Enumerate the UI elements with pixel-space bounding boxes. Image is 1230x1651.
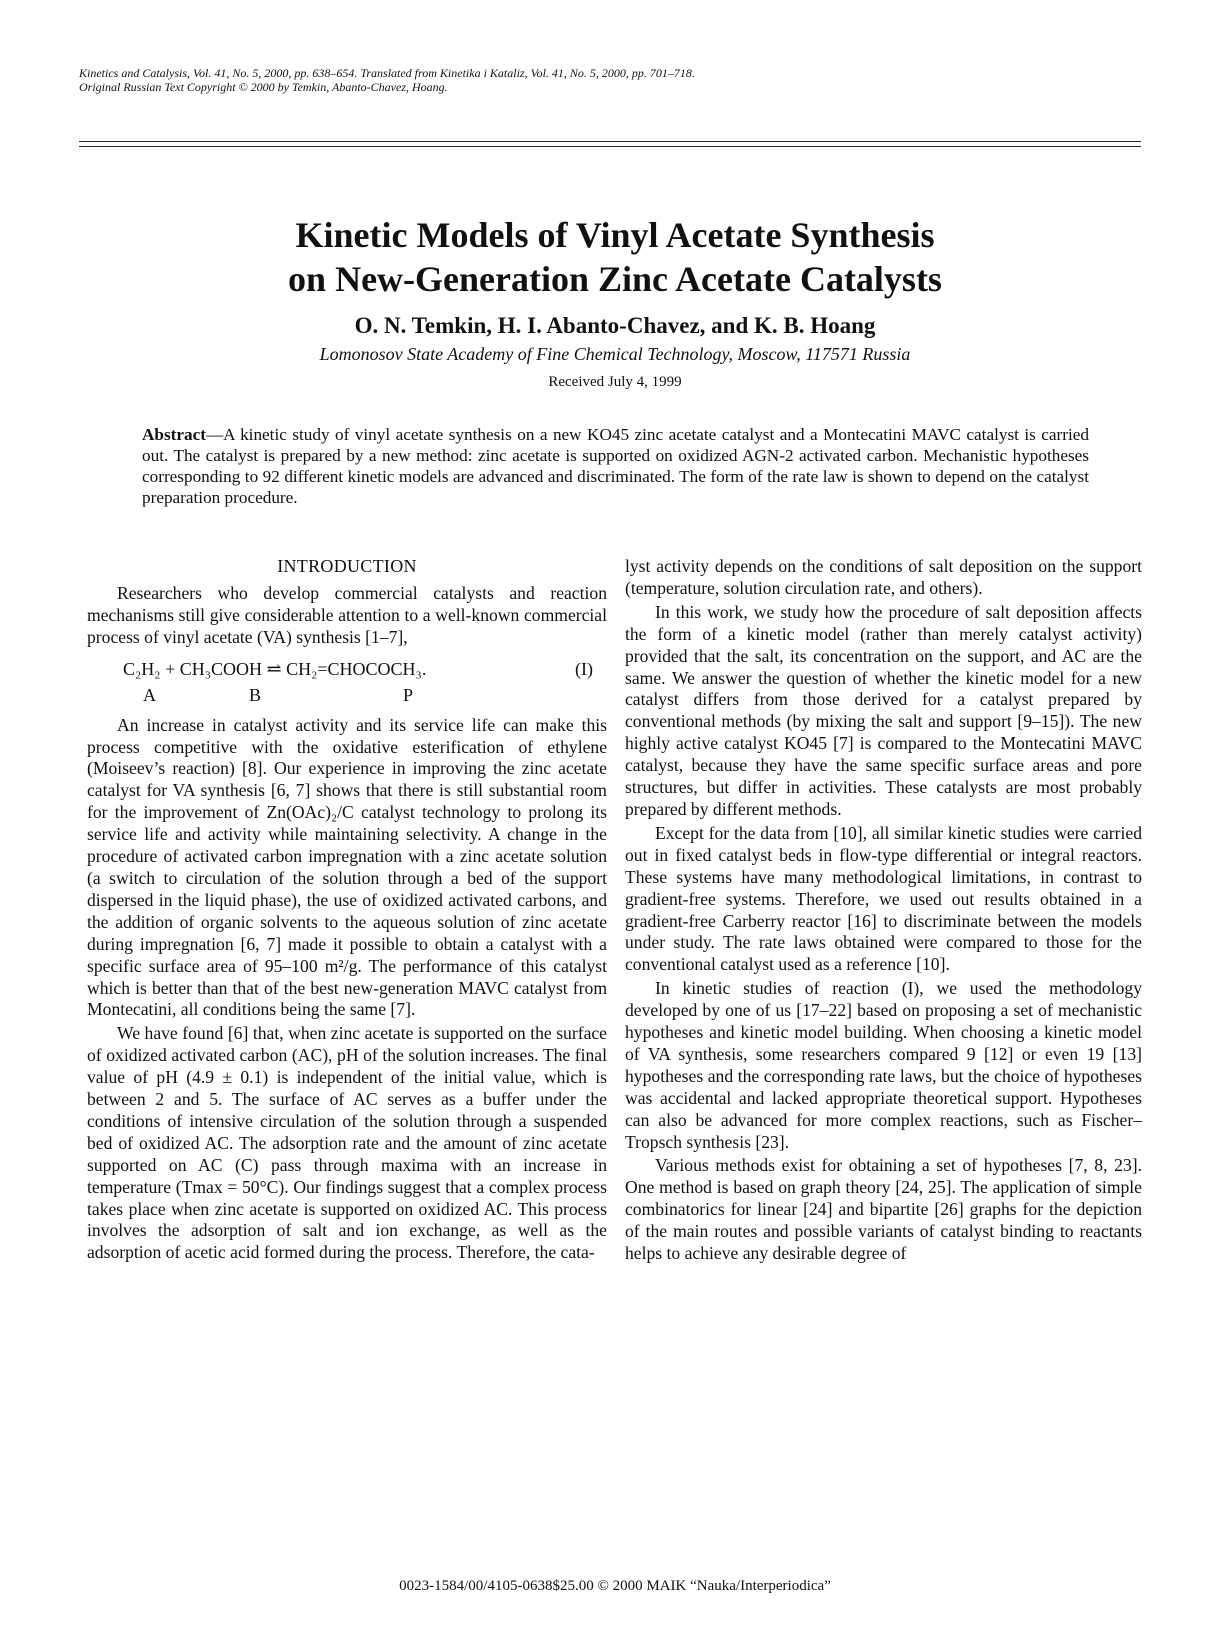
journal-citation: Kinetics and Catalysis, Vol. 41, No. 5, 2000, pp. 638–654. Translated from Kinetika i Kataliz, Vol. 41, No. 5, 2000, pp. 701–718.: [79, 66, 695, 80]
equation-label-a: A: [143, 684, 156, 705]
equation-reactant-b: CH₃COOH: [179, 658, 263, 679]
right-paragraph-4: In kinetic studies of reaction (I), we used the methodology developed by one of us [17–22] based on proposing a set of mechanistic hypotheses and kinetic model building. When choosing a kinetic model of VA synthesis, some researchers compared 9 [12] or even 19 [13] hypotheses and the corresponding rate laws, but the choice of hypotheses was accidental and lacked appropriate theoretical support. Hypotheses can also be advanced for more complex reactions, such as Fischer–Tropsch synthesis [23].: [625, 978, 1142, 1152]
equation-number: (I): [575, 658, 593, 679]
received-date: Received July 4, 1999: [548, 374, 682, 390]
header-rule-bottom: [79, 146, 1141, 147]
left-paragraph-3: We have found [6] that, when zinc acetate is supported on the surface of oxidized activated carbon (AC), pH of the solution increases. The final value of pH (4.9 ± 0.1) is independent of the initial value, which is between 2 and 5. The surface of AC serves as a buffer under the conditions of intensive circulation of the solution through a suspended bed of oxidized AC. The adsorption rate and the amount of zinc acetate supported on AC (C) pass through maxima with an increase in temperature (Tmax = 50°C). Our findings suggest that a complex process takes place when zinc acetate is supported on oxidized AC. This process involves the adsorption of salt and ion exchange, as well as the adsorption of acetic acid formed during the process. Therefore, the cata-: [87, 1023, 607, 1263]
affiliation: Lomonosov State Academy of Fine Chemical Technology, Moscow, 117571 Russia: [319, 344, 911, 364]
equation-label-b: B: [249, 684, 262, 705]
equation-label-p: P: [403, 684, 414, 705]
equation-labels: [87, 685, 607, 707]
right-paragraph-1: lyst activity depends on the conditions of salt deposition on the support (temperature, solution circulation rate, and others).: [625, 556, 1142, 598]
header-rule-top: [79, 141, 1141, 142]
reaction-equation: [87, 659, 607, 709]
title-line-1: Kinetic Models of Vinyl Acetate Synthesis: [295, 215, 935, 255]
left-column: [87, 556, 607, 1264]
copyright-line: Original Russian Text Copyright © 2000 by Temkin, Abanto-Chavez, Hoang.: [79, 80, 448, 94]
equation-formula: [123, 659, 426, 681]
abstract: [142, 424, 1089, 508]
equation-plus: +: [165, 658, 176, 679]
paper-title: [0, 213, 1230, 301]
right-paragraph-3: Except for the data from [10], all similar kinetic studies were carried out in fixed catalyst beds in flow-type differential or integral reactors. These systems have many methodological limitations, in contrast to gradient-free systems. Therefore, we used out results obtained in a gradient-free Carberry reactor [16] to discriminate between the models under study. The rate laws obtained were compared to those for the conventional catalyst used as a reference [10].: [625, 822, 1142, 975]
section-heading: INTRODUCTION: [277, 556, 417, 576]
journal-header: [79, 66, 979, 94]
title-line-2: on New-Generation Zinc Acetate Catalysts: [288, 259, 942, 299]
author-list: O. N. Temkin, H. I. Abanto-Chavez, and K. B. Hoang: [354, 313, 876, 338]
right-column: [625, 556, 1142, 1265]
page-footer: 0023-1584/00/4105-0638$25.00 © 2000 MAIK “Nauka/Interperiodica”: [399, 1578, 831, 1594]
abstract-label: Abstract: [142, 425, 206, 444]
equilibrium-arrow-icon: ⥨: [266, 658, 282, 679]
right-paragraph-2: In this work, we study how the procedure of salt deposition affects the form of a kinetic model (rather than merely catalyst activity) provided that the salt, its concentration on the support, and AC are the same. We answer the question of whether the kinetic model for a new catalyst differs from those derived for a catalyst prepared by conventional methods (by mixing the salt and support [9–15]). The new highly active catalyst KO45 [7] is compared to the Montecatini MAVC catalyst, because they have the same specific surface areas and pore structures, but differ in activities. These catalysts are most probably prepared by different methods.: [625, 601, 1142, 819]
left-paragraph-1: Researchers who develop commercial catalysts and reaction mechanisms still give considerable attention to a well-known commercial process of vinyl acetate (VA) synthesis [1–7],: [87, 582, 607, 647]
left-paragraph-2: An increase in catalyst activity and its service life can make this process competitive with the oxidative esterification of ethylene (Moiseev’s reaction) [8]. Our experience in improving the zinc acetate catalyst for VA synthesis [6, 7] shows that there is still substantial room for the improvement of Zn(OAc)₂/C catalyst technology to prolong its service life and activity while maintaining selectivity. A change in the procedure of activated carbon impregnation with a zinc acetate solution (a switch to circulation of the solution through a bed of the support dispersed in the liquid phase), the use of oxidized activated carbons, and the addition of organic solvents to the aqueous solution of zinc acetate during impregnation [6, 7] made it possible to obtain a catalyst with a specific surface area of 95–100 m²/g. The performance of this catalyst which is better than that of the best new-generation MAVC catalyst from Montecatini, all conditions being the same [7].: [87, 714, 607, 1020]
equation-product: CH₂=CHOCOCH₃.: [286, 658, 427, 679]
abstract-text: —A kinetic study of vinyl acetate synthesis on a new KO45 zinc acetate catalyst and a Montecatini MAVC catalyst is carried out. The catalyst is prepared by a new method: zinc acetate is supported on oxidized AGN-2 activated carbon. Mechanistic hypotheses corresponding to 92 different kinetic models are advanced and discriminated. The form of the rate law is shown to depend on the catalyst preparation procedure.: [142, 425, 1089, 507]
equation-reactant-a: C₂H₂: [123, 658, 161, 679]
right-paragraph-5: Various methods exist for obtaining a set of hypotheses [7, 8, 23]. One method is based on graph theory [24, 25]. The application of simple combinatorics for linear [24] and bipartite [26] graphs for the depiction of the main routes and possible variants of catalyst binding to reactants helps to achieve any desirable degree of: [625, 1155, 1142, 1264]
